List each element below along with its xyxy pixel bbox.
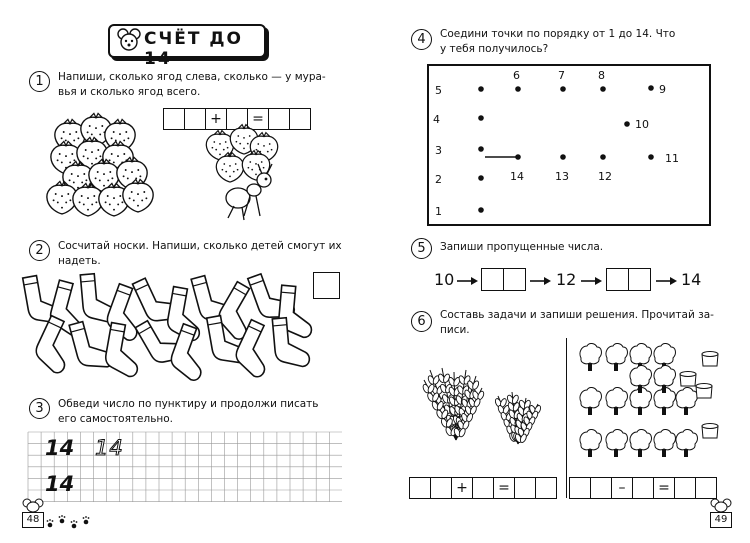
tree-icon — [580, 343, 602, 371]
tree-icon — [630, 365, 652, 393]
dot-marker — [648, 154, 654, 160]
tree-icon — [580, 429, 602, 457]
dot-label: 14 — [510, 170, 524, 183]
row1-dotted-number: 14 — [95, 436, 124, 460]
task6-number: 6 — [411, 311, 432, 332]
sock-icon — [166, 324, 215, 382]
dot-marker — [560, 154, 566, 160]
tree-icon — [676, 429, 698, 457]
socks-illustration — [20, 272, 320, 382]
answer-cell[interactable] — [633, 478, 654, 498]
answer-cell[interactable]: = — [494, 478, 515, 498]
page-title: СЧЁТ ДО 14 — [144, 29, 243, 69]
stump-icon — [702, 352, 718, 367]
arrow-right-icon — [530, 276, 552, 286]
task4-text-line2: у тебя получилось? — [440, 43, 549, 55]
dot-label: 13 — [555, 170, 569, 183]
answer-cell[interactable] — [431, 478, 452, 498]
task6-left-cells[interactable] — [409, 477, 557, 499]
task1-text-line1: Напиши, сколько ягод слева, сколько — у мура- — [58, 71, 326, 83]
answer-cell[interactable]: + — [452, 478, 473, 498]
mouse-mascot-icon — [116, 27, 142, 53]
stump-icon — [680, 372, 696, 387]
dot-marker — [648, 85, 654, 91]
tree-icon — [606, 429, 628, 457]
tree-icon — [654, 365, 676, 393]
paw-icon — [71, 520, 78, 528]
answer-cell[interactable]: = — [248, 109, 269, 129]
mouse-corner-icon — [22, 498, 44, 512]
dot-label: 8 — [598, 69, 605, 82]
task5-number: 5 — [411, 238, 432, 259]
trees-and-stumps-illustration — [578, 340, 728, 470]
sequence-number-14: 14 — [681, 270, 702, 289]
missing-number-box-2[interactable] — [606, 268, 651, 291]
dot-marker — [478, 146, 484, 152]
dot-label: 1 — [435, 205, 442, 218]
dot-label: 4 — [433, 113, 440, 126]
answer-cell[interactable] — [410, 478, 431, 498]
tree-icon — [606, 387, 628, 415]
task4-number: 4 — [411, 29, 432, 50]
wheat-illustration — [420, 368, 560, 448]
answer-cell[interactable] — [290, 109, 310, 129]
row1-solid-number: 14 — [45, 436, 75, 460]
task6-text-line1: Составь задачи и запиши решения. Прочитай за- — [440, 309, 714, 321]
arrow-right-icon — [656, 276, 678, 286]
answer-cell[interactable] — [515, 478, 536, 498]
task3-text-line1: Обведи число по пунктиру и продолжи писать — [58, 398, 319, 410]
dot-marker — [478, 86, 484, 92]
answer-cell[interactable]: – — [612, 478, 633, 498]
strawberry-pile-left — [48, 110, 158, 230]
answer-cell[interactable]: + — [206, 109, 227, 129]
task2-number: 2 — [29, 240, 50, 261]
dot-marker — [560, 86, 566, 92]
task2-text-line1: Сосчитай носки. Напиши, сколько детей смогут их — [58, 240, 342, 252]
dot-marker — [515, 154, 521, 160]
task5-text: Запиши пропущенные числа. — [440, 241, 604, 253]
paw-prints-icon — [44, 514, 94, 530]
task3-number: 3 — [29, 398, 50, 419]
dot-label: 12 — [598, 170, 612, 183]
sequence-number-12: 12 — [556, 270, 577, 289]
answer-cell[interactable] — [591, 478, 612, 498]
tree-icon — [580, 387, 602, 415]
stump-icon — [702, 424, 718, 439]
dot-label: 9 — [659, 83, 666, 96]
page-number-right: 49 — [710, 512, 732, 528]
dot-label: 6 — [513, 69, 520, 82]
answer-cell[interactable] — [696, 478, 716, 498]
task2-text-line2: надеть. — [58, 255, 101, 267]
task4-text-line1: Соедини точки по порядку от 1 до 14. Что — [440, 28, 676, 40]
row2-solid-number: 14 — [45, 472, 75, 496]
dot-marker — [515, 86, 521, 92]
wheat-bundle-large — [422, 368, 485, 440]
dot-label: 2 — [435, 173, 442, 186]
missing-number-box-1[interactable] — [481, 268, 526, 291]
answer-cell[interactable] — [536, 478, 556, 498]
arrow-right-icon — [457, 276, 479, 286]
answer-cell[interactable] — [164, 109, 185, 129]
answer-cell[interactable] — [675, 478, 696, 498]
mouse-corner-icon — [710, 498, 732, 512]
column-divider — [566, 338, 567, 498]
paw-icon — [83, 516, 90, 524]
dot-marker — [478, 175, 484, 181]
stump-icon — [696, 384, 712, 399]
task6-text-line2: писи. — [440, 324, 470, 336]
tree-icon — [606, 343, 628, 371]
dot-marker — [624, 121, 630, 127]
wheat-bundle-small — [494, 392, 542, 444]
task1-text-line2: вья и сколько ягод всего. — [58, 86, 201, 98]
dot-label: 10 — [635, 118, 649, 131]
dot-marker — [478, 115, 484, 121]
task3-text-line2: его самостоятельно. — [58, 413, 174, 425]
ant-with-strawberries — [200, 118, 280, 228]
dot-label: 7 — [558, 69, 565, 82]
answer-cell[interactable] — [473, 478, 494, 498]
tree-icon — [676, 387, 698, 415]
page-number-left: 48 — [22, 512, 44, 528]
paw-icon — [59, 515, 66, 523]
sequence-number-10: 10 — [434, 270, 455, 289]
dot-marker — [478, 207, 484, 213]
dot-label: 5 — [435, 84, 442, 97]
dot-marker — [600, 154, 606, 160]
handwriting-grid — [28, 432, 342, 502]
tree-icon — [654, 429, 676, 457]
dot-marker — [600, 86, 606, 92]
title-banner — [108, 24, 266, 69]
paw-icon — [47, 519, 54, 527]
answer-cell[interactable] — [570, 478, 591, 498]
task6-right-cells[interactable] — [569, 477, 717, 499]
task1-number: 1 — [29, 71, 50, 92]
arrow-right-icon — [581, 276, 603, 286]
dot-label: 3 — [435, 144, 442, 157]
answer-cell[interactable]: = — [654, 478, 675, 498]
tree-icon — [630, 429, 652, 457]
dot-to-dot-puzzle — [427, 64, 707, 224]
dot-label: 11 — [665, 152, 679, 165]
